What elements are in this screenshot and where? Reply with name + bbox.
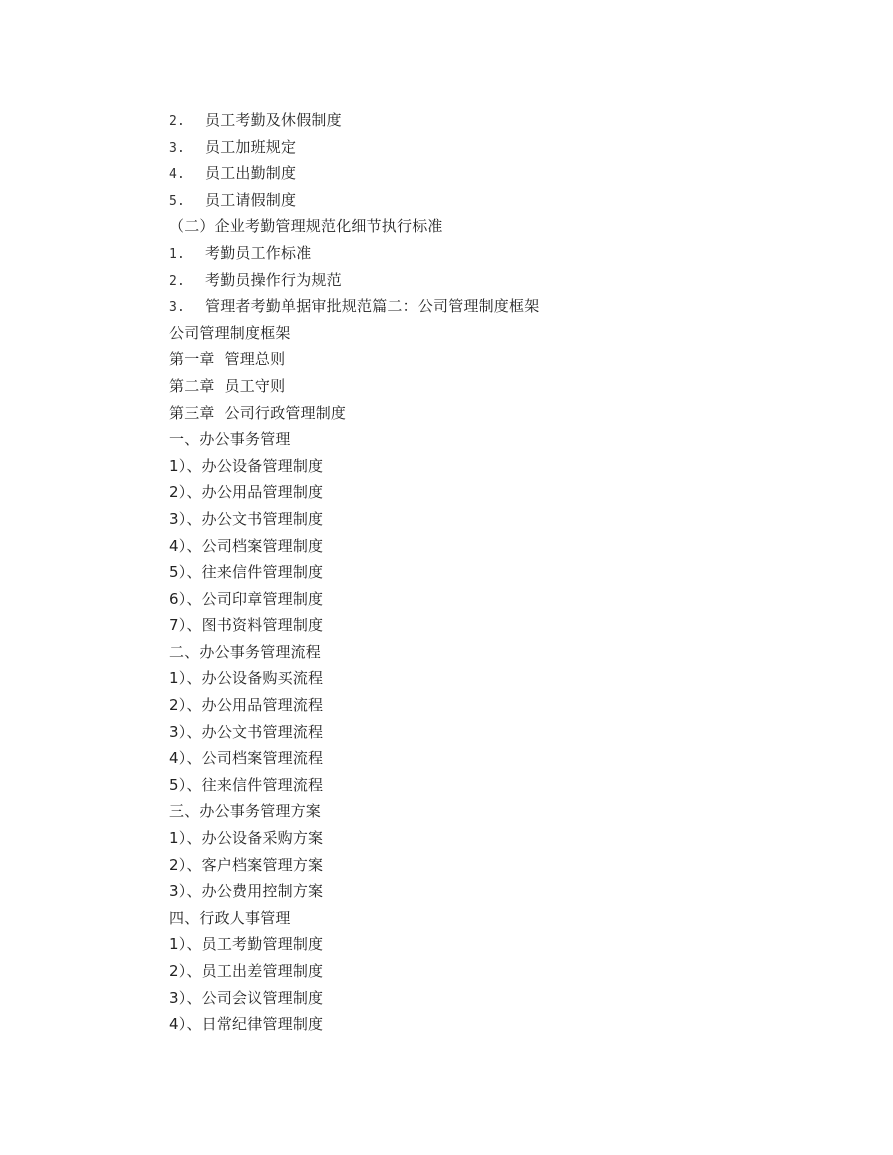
item-text: 4）、日常纪律管理制度	[169, 1015, 324, 1034]
section-heading	[169, 639, 869, 666]
section-heading	[169, 798, 869, 825]
item-text: 3）、公司会议管理制度	[169, 988, 324, 1007]
list-item	[169, 772, 869, 799]
item-text: 管理者考勤单据审批规范篇二：公司管理制度框架	[205, 297, 540, 316]
item-number: 3.	[169, 140, 186, 156]
list-item	[169, 692, 869, 719]
list-item	[169, 586, 869, 613]
item-number: 2.	[169, 273, 186, 289]
list-item	[169, 612, 869, 639]
item-number: 3.	[169, 300, 186, 316]
item-text: 1）、办公设备购买流程	[169, 669, 324, 688]
document-body	[169, 107, 869, 1038]
item-text: 员工加班规定	[205, 137, 297, 156]
item-number: 4.	[169, 167, 186, 183]
chapter-heading	[169, 346, 869, 373]
list-item	[169, 187, 869, 214]
list-item	[169, 453, 869, 480]
item-text: 2）、办公用品管理制度	[169, 483, 324, 502]
list-item	[169, 665, 869, 692]
section-heading-text: 二、办公事务管理流程	[169, 642, 322, 661]
list-item	[169, 240, 869, 267]
list-item	[169, 719, 869, 746]
item-text: 考勤员工作标准	[205, 243, 312, 262]
chapter-heading-text: 第三章 公司行政管理制度	[169, 403, 347, 422]
list-item	[169, 825, 869, 852]
list-item	[169, 107, 869, 134]
item-text: 4）、公司档案管理流程	[169, 749, 324, 768]
list-item	[169, 745, 869, 772]
item-text: 4）、公司档案管理制度	[169, 536, 324, 555]
list-item	[169, 479, 869, 506]
item-text: 2）、客户档案管理方案	[169, 855, 324, 874]
item-text: 员工出勤制度	[205, 164, 297, 183]
list-item	[169, 506, 869, 533]
list-item	[169, 1011, 869, 1038]
list-item	[169, 878, 869, 905]
section-heading	[169, 213, 869, 240]
document-title	[169, 320, 869, 347]
item-text: 3）、办公文书管理流程	[169, 722, 324, 741]
item-text: 2）、员工出差管理制度	[169, 962, 324, 980]
section-heading-text: 一、办公事务管理	[169, 430, 291, 449]
list-item	[169, 160, 869, 187]
list-item	[169, 985, 869, 1012]
item-text: 5）、往来信件管理流程	[169, 775, 324, 794]
chapter-heading-text: 第二章 员工守则	[169, 376, 286, 395]
list-item	[169, 134, 869, 161]
list-item	[169, 533, 869, 560]
section-heading-text: 四、行政人事管理	[169, 908, 291, 927]
list-item	[169, 931, 869, 958]
list-item	[169, 852, 869, 879]
chapter-heading	[169, 400, 869, 427]
item-text: 1）、办公设备采购方案	[169, 829, 324, 848]
item-number: 1.	[169, 246, 186, 262]
item-number: 5.	[169, 193, 186, 209]
item-text: 考勤员操作行为规范	[205, 270, 342, 289]
item-text: 3）、办公费用控制方案	[169, 882, 324, 901]
section-heading	[169, 905, 869, 932]
list-item	[169, 293, 869, 320]
item-text: 5）、往来信件管理制度	[169, 563, 324, 582]
item-text: 1）、办公设备管理制度	[169, 456, 324, 475]
item-text: 3）、办公文书管理制度	[169, 509, 324, 528]
item-text: 员工请假制度	[205, 190, 297, 209]
item-text: 7）、图书资料管理制度	[169, 616, 324, 635]
section-heading	[169, 426, 869, 453]
item-number: 2.	[169, 114, 186, 129]
item-text: 1）、员工考勤管理制度	[169, 935, 324, 954]
section-heading-text: 三、办公事务管理方案	[169, 802, 322, 821]
section-heading-text: （二）企业考勤管理规范化细节执行标准	[169, 217, 443, 236]
chapter-heading	[169, 373, 869, 400]
item-text: 2）、办公用品管理流程	[169, 696, 324, 715]
list-item	[169, 267, 869, 294]
list-item	[169, 559, 869, 586]
list-item	[169, 958, 869, 985]
chapter-heading-text: 第一章 管理总则	[169, 350, 286, 369]
item-text: 6）、公司印章管理制度	[169, 589, 324, 608]
document-title-text: 公司管理制度框架	[169, 323, 291, 342]
item-text: 员工考勤及休假制度	[205, 111, 342, 129]
